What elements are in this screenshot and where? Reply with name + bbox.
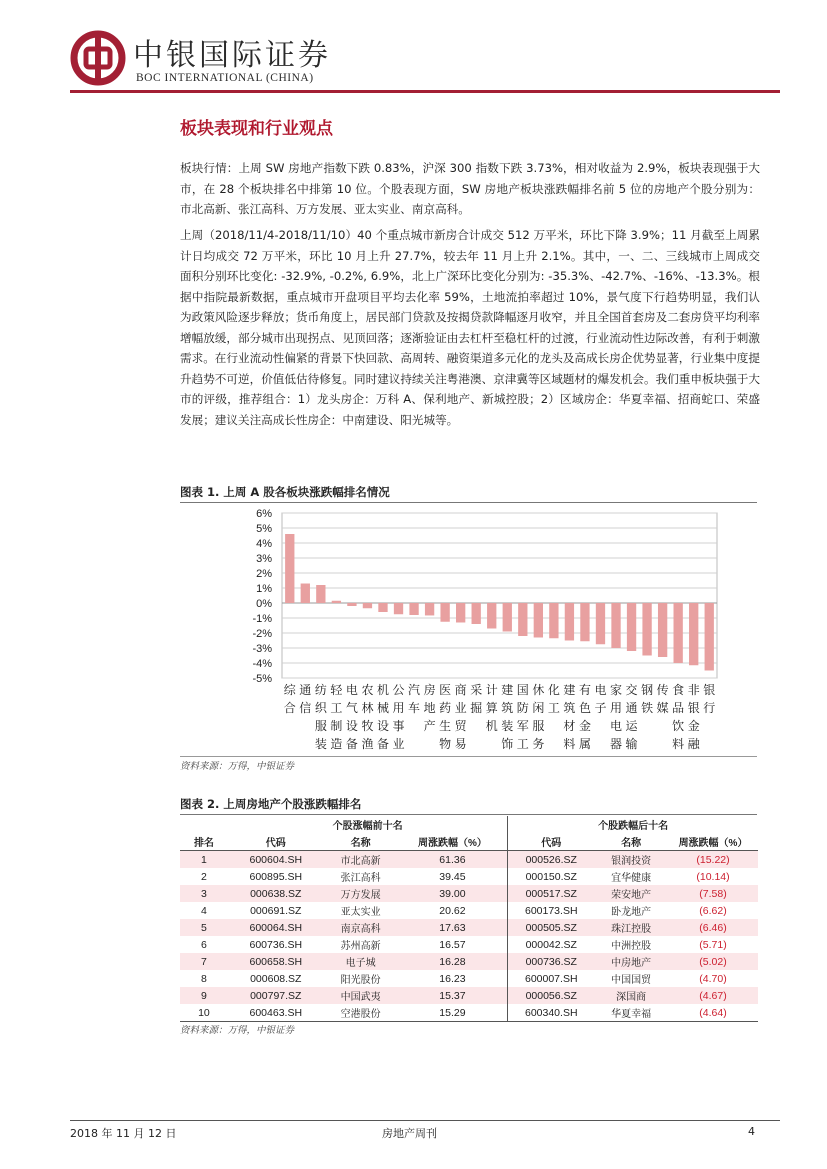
x-category-label: 电子 — [594, 683, 607, 715]
group-spacer — [180, 816, 228, 833]
x-category-label: 休闲服务 — [532, 683, 545, 751]
bar — [705, 603, 714, 671]
cell-change: 17.63 — [398, 919, 508, 936]
cell-code: 000797.SZ — [228, 987, 324, 1004]
cell-rank: 1 — [180, 851, 228, 869]
table-row — [180, 851, 758, 869]
cell-rank: 9 — [180, 987, 228, 1004]
cell-name-2: 卧龙地产 — [611, 907, 652, 918]
y-tick-label: 1% — [256, 583, 272, 595]
cell-name-2: 华夏幸福 — [594, 1004, 668, 1022]
page-number: 4 — [748, 1125, 755, 1138]
bar — [503, 603, 512, 632]
cell-rank: 7 — [180, 953, 228, 970]
cell-rank: 8 — [201, 972, 207, 985]
cell-code: 600736.SH — [249, 938, 303, 951]
cell-change-2: (6.62) — [699, 904, 727, 917]
bar — [627, 603, 636, 651]
cell-name-2: 中房地产 — [594, 953, 668, 970]
table-row — [180, 987, 758, 1004]
cell-code: 600895.SH — [249, 870, 303, 883]
x-category-label: 化工 — [547, 683, 560, 715]
figure-1-source: 资料来源：万得，中银证券 — [180, 761, 295, 772]
x-category-label: 非银金融 — [687, 683, 700, 751]
bar — [565, 603, 574, 641]
y-tick-label: -5% — [252, 673, 272, 685]
cell-rank: 3 — [180, 885, 228, 902]
cell-code-2: 000526.SZ — [508, 851, 594, 869]
cell-name: 万方发展 — [324, 885, 398, 902]
cell-code: 600604.SH — [228, 851, 324, 869]
x-category-label: 汽车 — [408, 683, 421, 715]
y-tick-label: 3% — [256, 553, 272, 565]
x-category-label: 通信 — [299, 683, 312, 715]
x-category-label: 交通运输 — [625, 683, 638, 751]
cell-code-2: 000150.SZ — [508, 868, 594, 885]
bar — [642, 603, 651, 656]
cell-change-2: (7.58) — [668, 885, 758, 902]
figure-2-top-rule — [180, 814, 757, 815]
cell-name: 苏州高新 — [340, 941, 381, 952]
y-tick-label: 2% — [256, 568, 272, 580]
cell-change: 61.36 — [398, 851, 508, 869]
cell-code: 000691.SZ — [250, 904, 302, 917]
cell-change: 39.45 — [439, 870, 466, 883]
table-row — [180, 936, 758, 953]
table-row — [180, 885, 758, 902]
brand-name-en: BOC INTERNATIONAL (CHINA) — [136, 72, 314, 84]
x-category-label: 建筑材料 — [563, 683, 576, 751]
cell-change-2: (10.14) — [696, 870, 730, 883]
y-tick-label: 4% — [256, 538, 272, 550]
x-category-label: 综合 — [283, 683, 296, 715]
figure-2-source: 资料来源：万得，中银证券 — [180, 1025, 295, 1036]
col-code: 代码 — [228, 833, 324, 851]
bar — [301, 584, 310, 604]
bar — [285, 534, 294, 603]
figure-2-title: 图表 2. 上周房地产个股涨跌幅排名 — [180, 797, 362, 811]
cell-code-2: 600340.SH — [508, 1004, 594, 1022]
group-top-gainers: 个股涨幅前十名 — [332, 821, 403, 832]
cell-rank: 5 — [180, 919, 228, 936]
cell-name-2: 银润投资 — [594, 851, 668, 869]
cell-code-2: 000517.SZ — [508, 885, 594, 902]
x-category-label: 食品饮料 — [672, 683, 685, 751]
bar — [425, 603, 434, 615]
sector-performance-paragraph: 板块行情：上周 SW 房地产指数下跌 0.83%，沪深 300 指数下跌 3.73%，相对收益为 2.9%，板块表现强于大市，在 28 个板块排名中排第 10 位。个股表现方面，SW 房地产板块涨跌幅排名前 5 位的房地产个股分别为：市北高新、张江高科、万方发展、亚太实业、南京高科。 — [180, 161, 760, 216]
bar — [363, 603, 372, 608]
cell-name: 亚太实业 — [340, 907, 381, 918]
cell-code-2: 000042.SZ — [508, 936, 594, 953]
y-tick-label: 0% — [256, 598, 272, 610]
cell-name: 空港股份 — [324, 1004, 398, 1022]
y-tick-label: -3% — [252, 643, 272, 655]
x-category-label: 国防军工 — [516, 683, 529, 751]
cell-rank: 4 — [201, 904, 207, 917]
figure-1-top-rule — [180, 502, 757, 503]
cell-name-2: 中国国贸 — [611, 975, 652, 986]
x-category-label: 农林牧渔 — [361, 683, 374, 751]
figure-1-bottom-rule — [180, 756, 757, 757]
cell-name-2: 宜华健康 — [611, 873, 652, 884]
x-category-label: 纺织服装 — [314, 683, 327, 751]
bar — [611, 603, 620, 648]
cell-change-2: (15.22) — [668, 851, 758, 869]
bar — [332, 601, 341, 603]
sector-change-bar-chart — [180, 505, 757, 755]
cell-change: 15.37 — [398, 987, 508, 1004]
footer-date: 2018 年 11 月 12 日 — [70, 1127, 177, 1140]
cell-name: 南京高科 — [324, 919, 398, 936]
cell-name: 市北高新 — [324, 851, 398, 869]
bar — [472, 603, 481, 624]
bar — [596, 603, 605, 644]
bar — [689, 603, 698, 665]
col-name: 名称 — [324, 833, 398, 851]
x-category-label: 计算机 — [485, 683, 498, 733]
x-category-label: 机械设备 — [376, 683, 389, 751]
y-tick-label: -2% — [252, 628, 272, 640]
header-divider — [70, 90, 780, 93]
cell-rank: 2 — [201, 870, 207, 883]
y-tick-label: -1% — [252, 613, 272, 625]
cell-code: 000608.SZ — [250, 972, 302, 985]
table-row — [180, 953, 758, 970]
bar — [487, 603, 496, 629]
col-code-2: 代码 — [508, 833, 594, 851]
col-change: 周涨跌幅（%） — [398, 833, 508, 851]
cell-rank: 6 — [201, 938, 207, 951]
cell-code-2: 600007.SH — [508, 970, 594, 987]
col-name-2: 名称 — [594, 833, 668, 851]
section-title: 板块表现和行业观点 — [180, 119, 333, 139]
cell-name-2: 深国商 — [594, 987, 668, 1004]
cell-change: 15.29 — [398, 1004, 508, 1022]
col-change-2: 周涨跌幅（%） — [668, 833, 758, 851]
x-category-label: 商业贸易 — [454, 683, 467, 751]
x-category-label: 建筑装饰 — [501, 683, 514, 751]
bar — [549, 603, 558, 638]
bar — [440, 603, 449, 622]
x-category-label: 钢铁 — [641, 683, 654, 715]
cell-code: 600658.SH — [228, 953, 324, 970]
x-category-label: 传媒 — [656, 683, 669, 715]
y-tick-label: 6% — [256, 508, 272, 520]
cell-name: 电子城 — [324, 953, 398, 970]
bar — [658, 603, 667, 657]
bar — [409, 603, 418, 615]
cell-change: 20.62 — [439, 904, 466, 917]
table-row — [180, 1004, 758, 1022]
cell-change: 16.28 — [398, 953, 508, 970]
cell-name: 张江高科 — [340, 873, 381, 884]
cell-code-2: 000505.SZ — [508, 919, 594, 936]
cell-code: 600463.SH — [228, 1004, 324, 1022]
cell-change: 16.23 — [439, 972, 466, 985]
bar — [394, 603, 403, 614]
table-row — [180, 970, 758, 987]
cell-change-2: (5.71) — [699, 938, 727, 951]
table-row — [180, 902, 758, 919]
bar — [347, 603, 356, 606]
bar — [674, 603, 683, 663]
cell-rank: 10 — [180, 1004, 228, 1022]
cell-name-2: 中洲控股 — [611, 941, 652, 952]
x-category-label: 采掘 — [470, 683, 483, 715]
col-rank: 排名 — [180, 833, 228, 851]
bar — [534, 603, 543, 638]
table-row — [180, 868, 758, 885]
footer-publication: 房地产周刊 — [382, 1127, 437, 1140]
bar — [378, 603, 387, 612]
figure-1-title: 图表 1. 上周 A 股各板块涨跌幅排名情况 — [180, 485, 390, 499]
x-category-label: 房地产 — [423, 683, 436, 733]
table-row — [180, 919, 758, 936]
cell-name-2: 珠江控股 — [594, 919, 668, 936]
bar — [456, 603, 465, 623]
cell-code-2: 000056.SZ — [508, 987, 594, 1004]
y-tick-label: -4% — [252, 658, 272, 670]
group-top-losers: 个股跌幅后十名 — [508, 816, 758, 833]
cell-change-2: (6.46) — [668, 919, 758, 936]
x-category-label: 轻工制造 — [330, 683, 343, 751]
boc-logo-icon — [70, 30, 126, 86]
footer-divider — [70, 1120, 780, 1121]
y-tick-label: 5% — [256, 523, 272, 535]
cell-code: 000638.SZ — [228, 885, 324, 902]
cell-change-2: (4.70) — [699, 972, 727, 985]
brand-name-cn: 中银国际证券 — [133, 38, 331, 73]
x-category-label: 公用事业 — [392, 683, 405, 751]
bar — [518, 603, 527, 636]
cell-code-2: 000736.SZ — [508, 953, 594, 970]
cell-name: 阳光股份 — [340, 975, 381, 986]
stock-ranking-table — [180, 816, 758, 1022]
x-category-label: 银行 — [703, 683, 716, 715]
cell-change: 39.00 — [398, 885, 508, 902]
bar — [316, 585, 325, 603]
bar — [580, 603, 589, 641]
x-category-label: 有色金属 — [578, 683, 591, 751]
x-category-label: 家用电器 — [610, 683, 623, 751]
cell-change: 16.57 — [439, 938, 466, 951]
cell-change-2: (4.67) — [668, 987, 758, 1004]
cell-change-2: (5.02) — [668, 953, 758, 970]
cell-code-2: 600173.SH — [508, 902, 594, 919]
cell-code: 600064.SH — [228, 919, 324, 936]
cell-change-2: (4.64) — [668, 1004, 758, 1022]
x-category-label: 电气设备 — [345, 683, 358, 751]
x-category-label: 医药生物 — [439, 683, 452, 751]
industry-view-paragraph: 上周（2018/11/4-2018/11/10）40 个重点城市新房合计成交 512 万平米，环比下降 3.9%；11 月截至上周累计日均成交 72 万平米，环比 10 月上升 27.7%，较去年 11 月上升 2.1%。其中，一、二、三线城市上周成交面积分别环比变化: -32.9%, -0.2%, 6.9%，北上广深环比变化分别为: -35.3%、-42.7%、-16%、-13.3%。根据中指院最新数据，重点城市开盘项目平均去化率 59%，土地流拍率超过 10%，景气度下行趋势明显，我们认为政策风险逐步释放；货币角度上，居民部门贷款及按揭贷款降幅逐月收窄，并且全国首套房及二套房贷平均利率增幅放缓，部分城市出现拐点、见顶回落；逐渐验证由去杠杆至稳杠杆的过渡，行业流动性边际改善，有利于刺激需求。在行业流动性偏紧的背景下快回款、高周转、融资渠道多元化的龙头及高成长房企优势显著，行业集中度提升趋势不可逆，价值低估待修复。同时建议持续关注粤港澳、京津冀等区域题材的爆发机会。我们重申板块强于大市的评级，推荐组合：1）龙头房企：万科 A、保利地产、新城控股；2）区域房企：华夏幸福、招商蛇口、荣盛发展；建议关注高成长性房企：中南建设、阳光城等。 — [180, 228, 760, 427]
cell-name-2: 荣安地产 — [594, 885, 668, 902]
cell-name: 中国武夷 — [324, 987, 398, 1004]
